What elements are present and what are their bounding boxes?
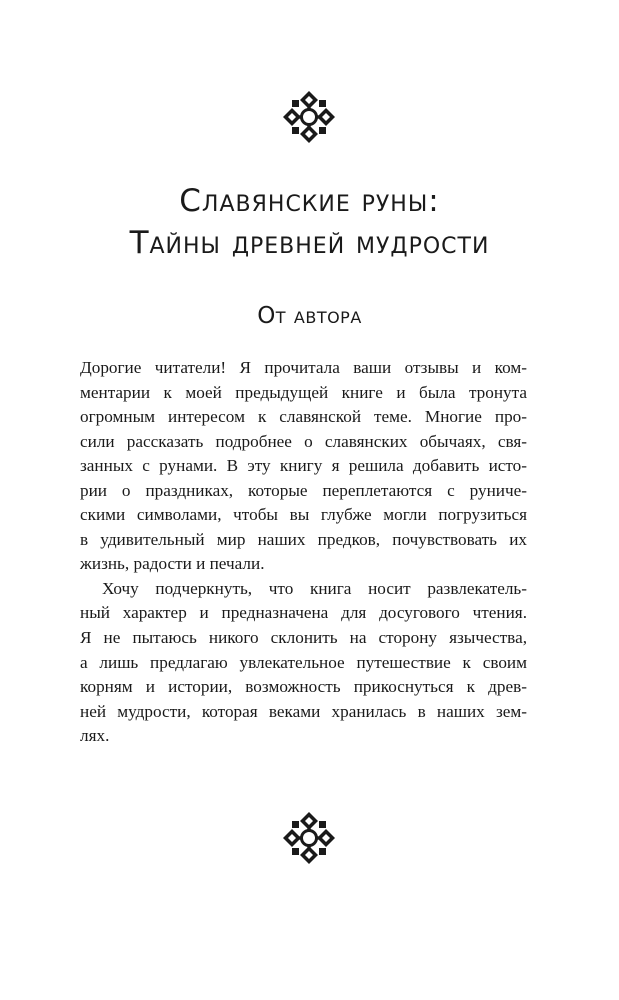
text-line: скими символами, чтобы вы глубже могли погрузиться <box>80 505 527 525</box>
text-line: рии о праздниках, которые переплетаются с руниче- <box>80 480 527 500</box>
text-line: ный характер и предназначена для досугового чтения. <box>80 603 527 623</box>
text-line: а лишь предлагаю увлекательное путешествие к своим <box>80 652 527 672</box>
text-line: ней мудрости, которая веками хранилась в наших зем- <box>80 701 527 721</box>
text-line: сили рассказать подробнее о славянских обычаях, свя- <box>80 431 527 451</box>
text-line: Хочу подчеркнуть, что книга носит развлекатель- <box>102 578 527 598</box>
text-line: корням и истории, возможность прикоснуться к древ- <box>80 677 527 697</box>
text-line: огромным интересом к славянской теме. Многие про- <box>80 407 527 427</box>
text-line: в удивительный мир наших предков, почувствовать их <box>80 529 527 549</box>
text-line: лях. <box>80 726 110 746</box>
body-text <box>80 356 527 749</box>
book-title <box>0 180 619 264</box>
book-title-line-2: Тайны древней мудрости <box>129 225 490 261</box>
text-line: Я не пытаюсь никого склонить на сторону язычества, <box>80 628 527 648</box>
book-title-line-1: Славянские руны: <box>179 183 440 219</box>
section-heading: От автора <box>257 303 362 329</box>
text-line: занных с рунами. В эту книгу я решила добавить исто- <box>80 456 527 476</box>
text-line: ментарии к моей предыдущей книге и была тронута <box>80 382 527 402</box>
slavic-diamond-ornament-icon <box>282 811 336 865</box>
slavic-diamond-ornament-icon <box>282 90 336 144</box>
text-line: жизнь, радости и печали. <box>80 554 265 574</box>
text-line: Дорогие читатели! Я прочитала ваши отзывы и ком- <box>80 358 527 377</box>
